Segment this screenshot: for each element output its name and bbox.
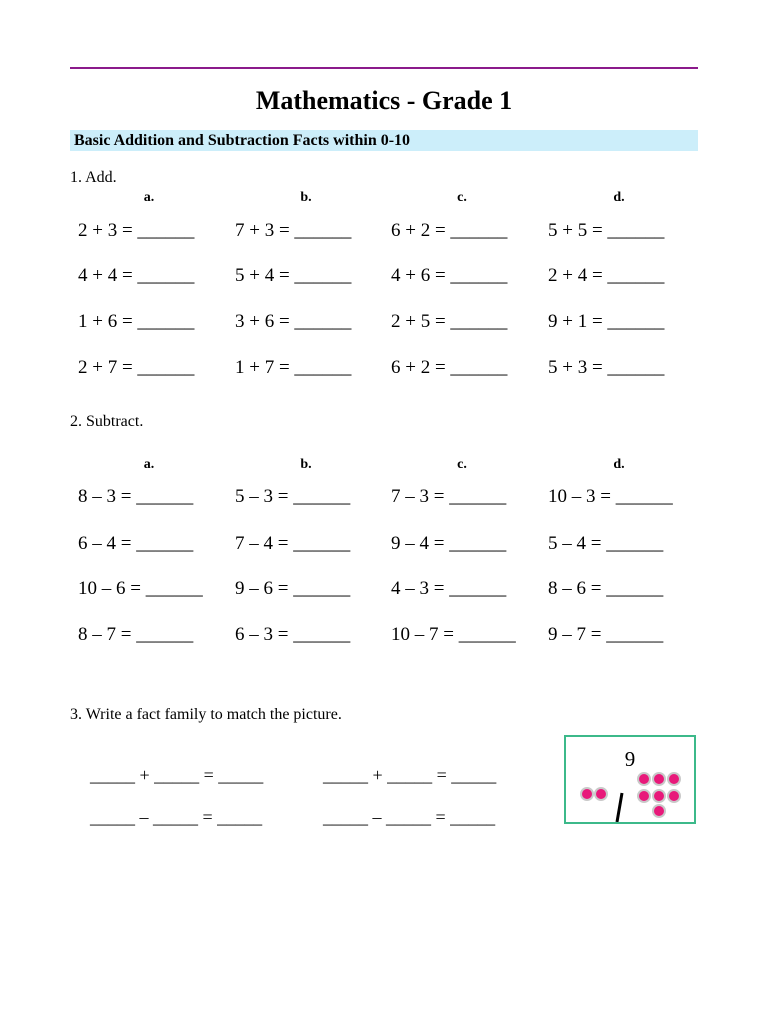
add-problem: 2 + 3 = ______ (78, 220, 195, 241)
subtract-problem: 9 – 6 = ______ (235, 578, 351, 599)
add-column-header-a: a. (143, 190, 155, 205)
add-problem: 1 + 6 = ______ (78, 311, 195, 332)
section-3-label: 3. Write a fact family to match the picture. (70, 706, 342, 723)
subtract-problem: 8 – 7 = ______ (78, 624, 194, 645)
subtract-column-header-d: d. (613, 457, 625, 472)
subtract-problem: 7 – 3 = ______ (391, 486, 507, 507)
add-column-header-b: b. (300, 190, 312, 205)
counter-dot-right (638, 790, 650, 802)
add-column-header-d: d. (613, 190, 625, 205)
fact-family-line: _____ + _____ = _____ (323, 765, 497, 785)
add-problem: 3 + 6 = ______ (235, 311, 352, 332)
subtract-problem: 10 – 6 = ______ (78, 578, 203, 599)
fact-family-line: _____ + _____ = _____ (90, 765, 264, 785)
add-problem: 7 + 3 = ______ (235, 220, 352, 241)
fact-family-line: _____ – _____ = _____ (323, 807, 496, 827)
add-problem: 2 + 4 = ______ (548, 265, 665, 286)
number-bond-picture (564, 735, 696, 824)
subtract-problem: 4 – 3 = ______ (391, 578, 507, 599)
number-bond-drawing (566, 737, 694, 822)
counter-dot-left (595, 788, 607, 800)
add-problem: 6 + 2 = ______ (391, 357, 508, 378)
counter-dots (581, 773, 680, 817)
page-title: Mathematics - Grade 1 (255, 86, 513, 115)
add-problem: 4 + 6 = ______ (391, 265, 508, 286)
top-rule (70, 67, 698, 69)
counter-dot-right (638, 773, 650, 785)
subtract-problem: 7 – 4 = ______ (235, 533, 351, 554)
add-problem: 2 + 7 = ______ (78, 357, 195, 378)
subtract-problem: 9 – 4 = ______ (391, 533, 507, 554)
subtract-column-header-c: c. (457, 457, 467, 472)
add-problem: 5 + 4 = ______ (235, 265, 352, 286)
subtract-problem: 8 – 6 = ______ (548, 578, 664, 599)
section-1-label: 1. Add. (70, 169, 117, 186)
add-problem: 2 + 5 = ______ (391, 311, 508, 332)
counter-dot-right (653, 805, 665, 817)
fact-family-line: _____ – _____ = _____ (90, 807, 263, 827)
add-problem: 5 + 3 = ______ (548, 357, 665, 378)
add-problem: 4 + 4 = ______ (78, 265, 195, 286)
subtract-problem: 8 – 3 = ______ (78, 486, 194, 507)
counter-dot-right (653, 773, 665, 785)
add-problem: 9 + 1 = ______ (548, 311, 665, 332)
section-2-label: 2. Subtract. (70, 413, 144, 430)
counter-dot-right (668, 773, 680, 785)
subtract-problem: 6 – 4 = ______ (78, 533, 194, 554)
subtract-problem: 10 – 3 = ______ (548, 486, 673, 507)
add-problem: 5 + 5 = ______ (548, 220, 665, 241)
subtract-problem: 10 – 7 = ______ (391, 624, 516, 645)
add-column-header-c: c. (457, 190, 467, 205)
picture-total: 9 (624, 747, 636, 771)
counter-dot-left (581, 788, 593, 800)
subtract-problem: 5 – 3 = ______ (235, 486, 351, 507)
subtract-problem: 5 – 4 = ______ (548, 533, 664, 554)
subtract-problem: 6 – 3 = ______ (235, 624, 351, 645)
add-problem: 6 + 2 = ______ (391, 220, 508, 241)
subtract-column-header-b: b. (300, 457, 312, 472)
counter-dot-right (653, 790, 665, 802)
split-slash (617, 793, 622, 822)
add-problem: 1 + 7 = ______ (235, 357, 352, 378)
section-banner: Basic Addition and Subtraction Facts within 0-10 (70, 130, 698, 151)
subtract-column-header-a: a. (143, 457, 155, 472)
subtract-problem: 9 – 7 = ______ (548, 624, 664, 645)
counter-dot-right (668, 790, 680, 802)
